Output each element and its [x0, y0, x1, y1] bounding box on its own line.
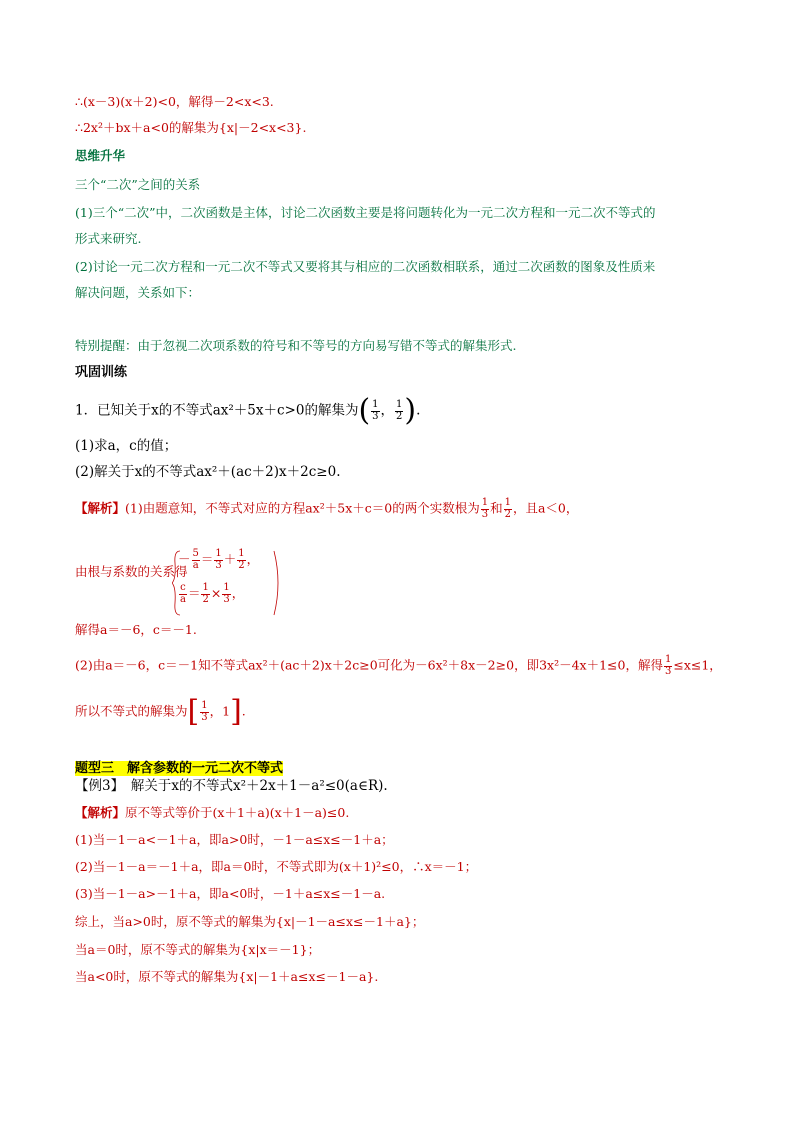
fraction: $\frac{1}{3}$: [481, 497, 489, 520]
case-3: (3)当－1－a>－1＋a，即a<0时，－1＋a≤x≤－1－a.: [75, 886, 386, 901]
question-1-part-2: (2)解关于x的不等式ax²＋(ac＋2)x＋2c≥0.: [75, 464, 341, 480]
answer-2: (2)由a＝－6，c＝－1知不等式ax²＋(ac＋2)x＋2c≥0可化为－6x²＋8x－2≥0，即3x²－4x＋1≤0，解得 $\frac{1}{3}$ ≤x≤1，: [75, 654, 722, 677]
equation-product: $\frac{c}{a}$ ＝ $\frac{1}{2}$ × $\frac{1}{3}$ ，: [180, 582, 245, 605]
line-inequality-solution: ∴(x－3)(x＋2)<0，解得－2<x<3.: [75, 94, 274, 109]
fraction: $\frac{1}{3}$: [372, 399, 379, 422]
fraction: $\frac{1}{3}$: [201, 700, 208, 723]
analysis-label: 【解析】: [75, 805, 126, 820]
heading-practice: 巩固训练: [75, 365, 128, 380]
case-2: (2)当－1－a＝－1＋a，即a＝0时，不等式即为(x＋1)²≤0，∴x＝－1；: [75, 859, 478, 874]
fraction: $\frac{1}{2}$: [396, 399, 403, 422]
summary-2: 当a＝0时，原不等式的解集为{x|x＝－1}；: [75, 942, 321, 957]
heading-thinking: 思维升华: [75, 148, 126, 163]
q1-text: 1．已知关于x的不等式ax²＋5x＋c>0的解集为: [75, 402, 359, 419]
para-1a: (1)三个“二次”中，二次函数是主体，讨论二次函数主要是将问题转化为一元二次方程和一元二次不等式的: [75, 205, 656, 220]
question-1: 1．已知关于x的不等式ax²＋5x＋c>0的解集为( $\frac{1}{3}$ ， $\frac{1}{2}$ ).: [75, 393, 421, 428]
equation-sum: － $\frac{5}{a}$ ＝ $\frac{1}{3}$ ＋ $\frac{1}{2}$ ，: [178, 548, 260, 571]
case-1: (1)当－1－a<－1＋a，即a>0时，－1－a≤x≤－1＋a；: [75, 832, 394, 847]
question-1-part-1: (1)求a，c的值；: [75, 438, 178, 454]
summary-3: 当a<0时，原不等式的解集为{x|－1＋a≤x≤－1－a}.: [75, 969, 379, 984]
fraction: $\frac{1}{2}$: [504, 497, 511, 520]
line-solution-set: ∴2x²＋bx＋a<0的解集为{x|－2<x<3}.: [75, 120, 307, 135]
answer-2-solution-set: 所以不等式的解集为[ $\frac{1}{3}$ ，1].: [75, 694, 246, 729]
subheading-relation: 三个“二次”之间的关系: [75, 177, 201, 192]
summary-1: 综上，当a>0时，原不等式的解集为{x|－1－a≤x≤－1＋a}；: [75, 914, 425, 929]
para-2b: 解决问题，关系如下：: [75, 285, 201, 300]
special-tip: 特别提醒：由于忽视二次项系数的符号和不等号的方向易写错不等式的解集形式.: [75, 338, 517, 353]
para-2a: (2)讨论一元二次方程和一元二次不等式又要将其与相应的二次函数相联系，通过二次函数的图象及性质来: [75, 259, 656, 274]
para-1b: 形式来研究.: [75, 231, 142, 246]
section-type-3: 题型三 解含参数的一元二次不等式: [75, 761, 284, 776]
analysis-label: 【解析】: [75, 500, 126, 516]
answer-1: 【解析】(1)由题意知，不等式对应的方程ax²＋5x＋c＝0的两个实数根为 $\frac{1}{3}$ 和 $\frac{1}{2}$ ，且a＜0，: [75, 497, 579, 520]
example-3-analysis: 【解析】原不等式等价于(x＋1＋a)(x＋1－a)≤0.: [75, 805, 350, 820]
solution-a-c: 解得a＝－6，c＝－1.: [75, 622, 197, 637]
example-3: 【例3】 解关于x的不等式x²＋2x＋1－a²≤0(a∈R).: [75, 778, 388, 794]
vieta-intro: 由根与系数的关系得: [75, 564, 188, 579]
example-label: 【例3】: [75, 778, 118, 794]
fraction: $\frac{1}{3}$: [664, 654, 672, 677]
